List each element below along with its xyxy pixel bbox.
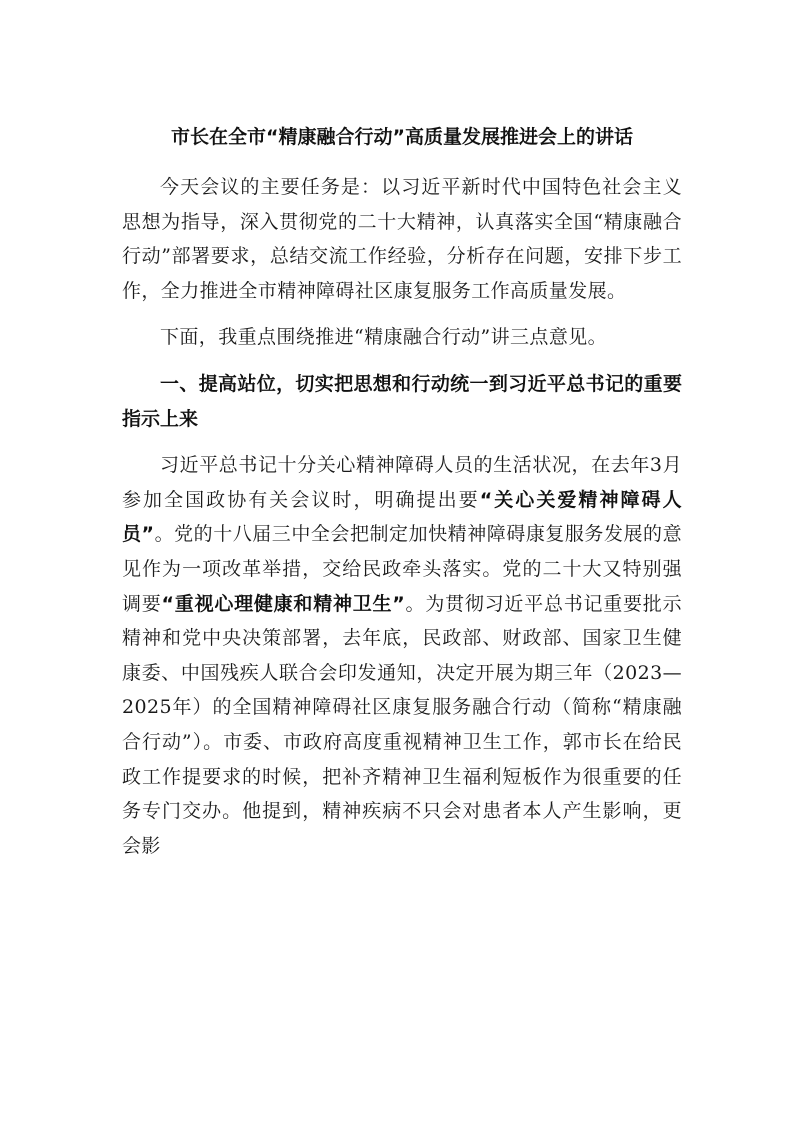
- document-page: [122, 118, 682, 863]
- body-text: 。党的十八届三中全会把制定加快精神障碍康复服务发展的意见作为一项改革举措，交给民政牵头落实。党的二十大又特别强调要: [122, 523, 682, 615]
- body-paragraph: [122, 448, 682, 863]
- section-heading: 一、提高站位，切实把思想和行动统一到习近平总书记的重要指示上来: [122, 372, 682, 430]
- body-emphasis: “重视心理健康和精神卫生”: [161, 592, 406, 615]
- body-text: 。为贯彻习近平总书记重要批示精神和党中央决策部署，去年底，民政部、财政部、国家卫生健康委、中国残疾人联合会印发通知，决定开展为期三年（2023—2025年）的全国精神障碍社区康复服务融合行动（简称“精康融合行动”）。市委、市政府高度重视精神卫生工作，郭市长在给民政工作提要求的时候，把补齐精神卫生福利短板作为很重要的任务专门交办。他提到，精神疾病不只会对患者本人产生影响，更会影: [122, 592, 682, 857]
- spacer: [122, 355, 682, 367]
- spacer: [122, 436, 682, 448]
- spacer: [122, 308, 682, 320]
- outline-paragraph: 下面，我重点围绕推进“精康融合行动”讲三点意见。: [160, 326, 608, 349]
- document-title: 市长在全市“精康融合行动”高质量发展推进会上的讲话: [171, 126, 633, 148]
- intro-paragraph: 今天会议的主要任务是：以习近平新时代中国特色社会主义思想为指导，深入贯彻党的二十大精神，认真落实全国“精康融合行动”部署要求，总结交流工作经验，分析存在问题，安排下步工作，全力推进全市精神障碍社区康复服务工作高质量发展。: [122, 176, 682, 302]
- body-emphasis: “关心关爱精神障碍人员”: [122, 488, 682, 546]
- body-text: 习近平总书记十分关心精神障碍人员的生活状况，在去年3月参加全国政协有关会议时，明确提出要: [122, 454, 682, 511]
- spacer: [122, 156, 682, 170]
